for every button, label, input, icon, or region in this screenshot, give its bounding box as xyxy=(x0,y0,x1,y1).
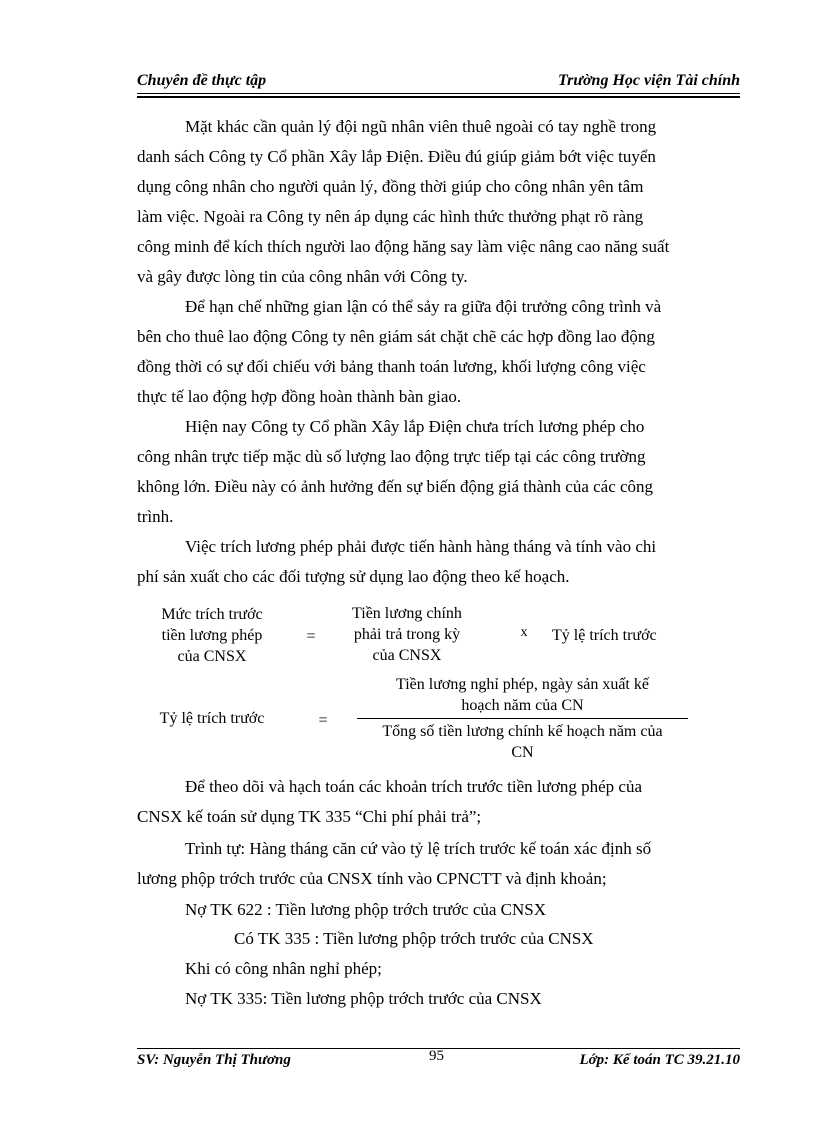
text-line: không lớn. Điều này có ảnh hưởng đến sự biến động giá thành của các công xyxy=(137,477,654,496)
header-rule-bottom xyxy=(137,96,740,98)
text-line: Để theo dõi và hạch toán các khoản trích trước tiền lương phép của xyxy=(185,777,642,796)
entry-debit-622: Nợ TK 622 : Tiền lương phộp trớch trước của CNSX xyxy=(185,900,547,919)
formula-text: Tiền lương chính xyxy=(352,605,462,622)
text-line: danh sách Công ty Cổ phần Xây lắp Điện. Điều đú giúp giảm bớt việc tuyển xyxy=(137,147,656,166)
entry-debit-335: Nợ TK 335: Tiền lương phộp trớch trước của CNSX xyxy=(185,989,542,1008)
formula1-middle xyxy=(332,603,482,666)
formula-text: Mức trích trước xyxy=(161,606,263,623)
page-number: 95 xyxy=(429,1048,444,1064)
paragraph-2 xyxy=(137,292,740,412)
formula-text: Tổng số tiền lương chính kế hoạch năm của xyxy=(382,723,663,740)
header-left-title: Chuyên đề thực tập xyxy=(137,72,267,89)
entry-note: Khi có công nhân nghỉ phép; xyxy=(185,959,382,978)
formula-text: tiền lương phép xyxy=(161,627,263,644)
entry-credit-335: Có TK 335 : Tiền lương phộp trớch trước của CNSX xyxy=(234,929,594,948)
text-line: lương phộp trớch trước của CNSX tính vào CPNCTT và định khoản; xyxy=(137,869,607,888)
text-line: Trình tự: Hàng tháng căn cứ vào tỷ lệ trích trước kế toán xác định số xyxy=(185,839,652,858)
formula2-numerator xyxy=(357,674,688,716)
formula1-left xyxy=(137,604,287,667)
formula2-equals: = xyxy=(318,712,328,729)
text-line: Để hạn chế những gian lận có thể sảy ra giữa đội trưởng công trình và xyxy=(185,297,662,316)
text-line: công minh để kích thích người lao động hăng say làm việc nâng cao năng suất xyxy=(137,237,670,256)
paragraph-6 xyxy=(137,834,740,894)
text-line: Hiện nay Công ty Cổ phần Xây lắp Điện chưa trích lương phép cho xyxy=(185,417,645,436)
text-line: Mặt khác cần quản lý đội ngũ nhân viên thuê ngoài có tay nghề trong xyxy=(185,117,657,136)
formula1-times: x xyxy=(520,625,528,640)
formula-text: của CNSX xyxy=(177,648,247,665)
header-right-title: Trường Học viện Tài chính xyxy=(557,72,740,89)
text-line: dụng công nhân cho người quản lý, đồng thời giúp cho công nhân yên tâm xyxy=(137,177,644,196)
text-line: thực tế lao động hợp đồng hoàn thành bàn giao. xyxy=(137,387,462,406)
page-header xyxy=(137,70,740,92)
footer-student: SV: Nguyễn Thị Thương xyxy=(137,1052,291,1068)
text-line: bên cho thuê lao động Công ty nên giám sát chặt chẽ các hợp đồng lao động xyxy=(137,327,655,346)
formula-text: phải trả trong kỳ xyxy=(353,626,461,643)
formula2-denominator xyxy=(357,721,688,763)
formula-text: Tiền lương nghỉ phép, ngày sản xuất kế xyxy=(396,676,649,693)
text-line: CNSX kế toán sử dụng TK 335 “Chi phí phải trả”; xyxy=(137,807,482,826)
formula1-equals: = xyxy=(306,628,316,645)
header-rule-top xyxy=(137,93,740,94)
fraction-bar xyxy=(357,718,688,719)
text-line: Việc trích lương phép phải được tiến hành hàng tháng và tính vào chi xyxy=(185,537,657,556)
page-footer xyxy=(137,1048,740,1072)
formula-text: hoạch năm của CN xyxy=(461,697,584,714)
text-line: đồng thời có sự đối chiếu với bảng thanh toán lương, khối lượng công việc xyxy=(137,357,646,376)
paragraph-5 xyxy=(137,772,740,832)
paragraph-4 xyxy=(137,532,740,592)
text-line: và gây được lòng tin của công nhân với Công ty. xyxy=(137,267,468,286)
text-line: công nhân trực tiếp mặc dù số lượng lao động trực tiếp tại các công trường xyxy=(137,447,646,466)
formula-text: CN xyxy=(511,744,534,761)
text-line: phí sản xuất cho các đối tượng sử dụng lao động theo kế hoạch. xyxy=(137,567,570,586)
paragraph-3 xyxy=(137,412,740,532)
formula2-left: Tỷ lệ trích trước xyxy=(159,710,265,727)
text-line: làm việc. Ngoài ra Công ty nên áp dụng các hình thức thưởng phạt rõ ràng xyxy=(137,207,644,226)
formula1-right: Tỷ lệ trích trước xyxy=(552,627,657,644)
formula-text: của CNSX xyxy=(372,647,442,664)
text-line: trình. xyxy=(137,507,174,526)
paragraph-1 xyxy=(137,112,740,292)
footer-class: Lớp: Kế toán TC 39.21.10 xyxy=(579,1052,740,1068)
